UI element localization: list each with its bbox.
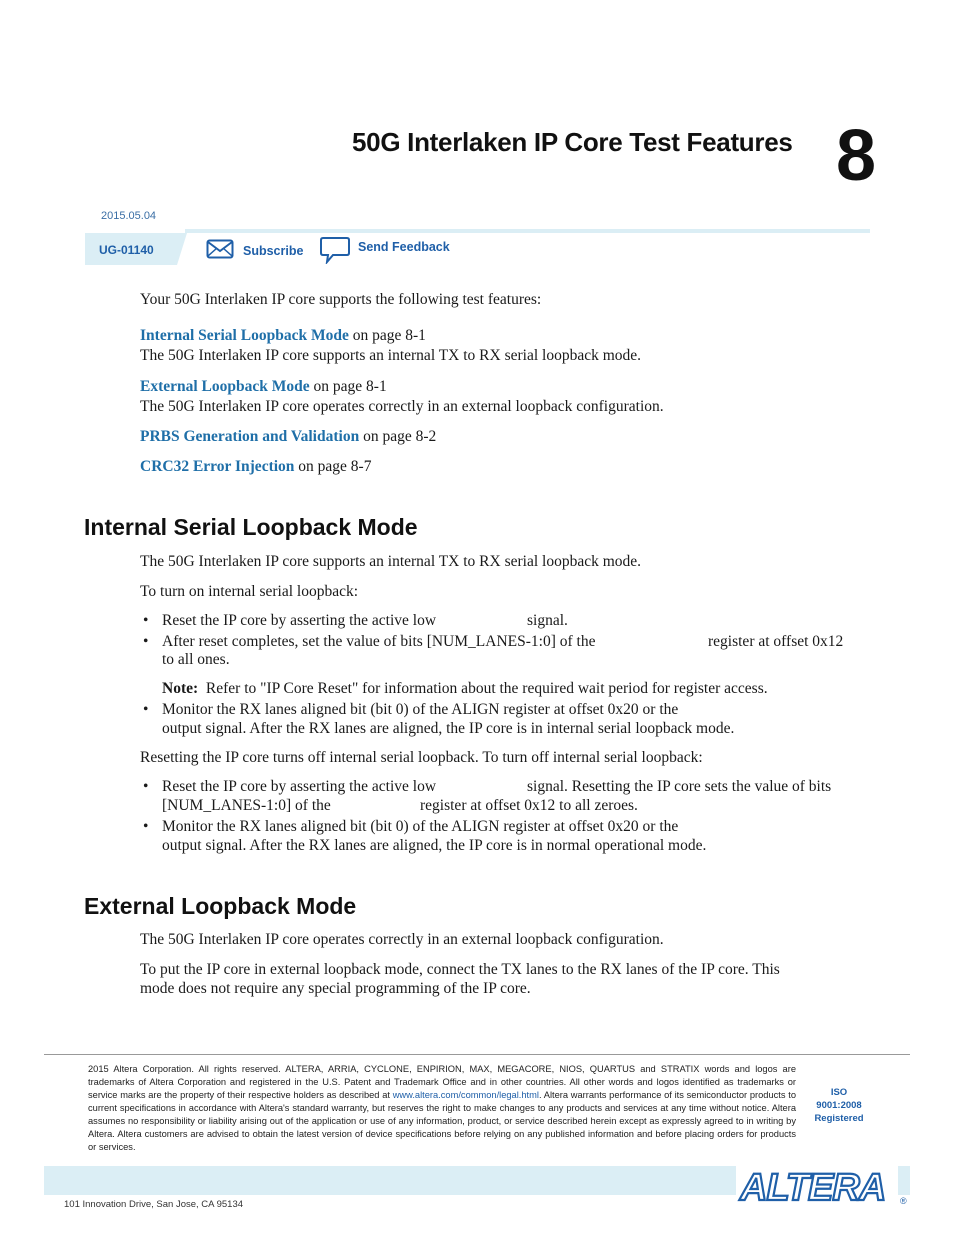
bullet-text: output signal. After the RX lanes are aligned, the IP core is in normal operational mode. xyxy=(162,837,707,854)
bullet-text: Monitor the RX lanes aligned bit (bit 0) of the ALIGN register at offset 0x20 or the xyxy=(162,818,679,835)
paragraph: To put the IP core in external loopback mode, connect the TX lanes to the RX lanes of the IP core. This xyxy=(140,961,780,978)
send-feedback-link[interactable]: Send Feedback xyxy=(358,240,450,254)
chapter-title: 50G Interlaken IP Core Test Features xyxy=(352,127,793,157)
subscribe-link[interactable]: Subscribe xyxy=(243,244,304,258)
toc-link-crc32[interactable]: CRC32 Error Injection xyxy=(140,458,295,475)
legal-text: . Altera warrants performance of its semiconductor products to current specifications in accordance with Altera's standard warranty, but reserves the right to make changes to any products and services at any time without notice. Altera assumes no responsibility or liability arising out of the application or use of any information, product, or service described herein except as expressly agreed to in writing by Altera. Altera customers are advised to obtain the latest version of device specifications before relying on any published information and before placing orders for products or services. xyxy=(88,1090,796,1152)
document-date: 2015.05.04 xyxy=(101,210,157,222)
bullet-text: After reset completes, set the value of bits [NUM_LANES-1:0] of the xyxy=(162,633,596,650)
toc-item xyxy=(140,326,426,345)
toc-link-external-loopback[interactable]: External Loopback Mode xyxy=(140,378,310,395)
chapter-number: 8 xyxy=(836,116,877,196)
toc-page: on page 8-1 xyxy=(309,378,387,395)
toc-page: on page 8-1 xyxy=(348,327,426,344)
bullet-marker: • xyxy=(143,701,149,718)
note xyxy=(162,679,768,698)
paragraph: The 50G Interlaken IP core operates correctly in an external loopback configuration. xyxy=(140,931,664,948)
bullet-text: signal. xyxy=(527,612,568,629)
altera-logo xyxy=(736,1164,908,1206)
bullet-text: register at offset 0x12 xyxy=(708,633,844,650)
bullet-text: signal. Resetting the IP core sets the value of bits xyxy=(527,778,832,795)
note-label: Note: xyxy=(162,680,199,697)
toc-item xyxy=(140,377,387,396)
bullet-text: register at offset 0x12 to all zeroes. xyxy=(420,797,638,814)
bullet-text: Reset the IP core by asserting the active low xyxy=(162,612,437,629)
iso-line: Registered xyxy=(814,1113,864,1124)
bullet-text: Reset the IP core by asserting the active low xyxy=(162,778,437,795)
legal-link[interactable]: www.altera.com/common/legal.html xyxy=(392,1090,539,1100)
bullet-marker: • xyxy=(143,778,149,795)
iso-badge xyxy=(800,1086,878,1125)
toc-description: The 50G Interlaken IP core operates correctly in an external loopback configuration. xyxy=(140,398,664,415)
legal-text: 2015 Altera Corporation. All rights reserved. ALTERA, ARRIA, CYCLONE, ENPIRION, MAX, MEGACORE, NIOS, QUARTUS and STRATIX words and logos are trademarks of Altera Corporation and registered in the U.S. Patent and Trademark Office and in other countries. All other words and logos identified as trademarks or service marks are the property of their respective holders as described at xyxy=(88,1064,796,1100)
intro-text: Your 50G Interlaken IP core supports the following test features: xyxy=(140,291,542,308)
paragraph: To turn on internal serial loopback: xyxy=(140,583,359,600)
toc-description: The 50G Interlaken IP core supports an internal TX to RX serial loopback mode. xyxy=(140,347,642,364)
doc-id: UG-01140 xyxy=(99,243,154,257)
toc-item xyxy=(140,427,436,446)
doc-id-notch xyxy=(177,233,187,265)
bullet-marker: • xyxy=(143,818,149,835)
toc-item xyxy=(140,457,371,476)
footer-divider xyxy=(44,1054,910,1055)
logo-wordmark: ALTERA xyxy=(740,1167,886,1206)
paragraph: mode does not require any special programming of the IP core. xyxy=(140,980,531,997)
bullet-text: to all ones. xyxy=(162,651,230,668)
iso-line: ISO xyxy=(830,1087,848,1098)
legal-notice xyxy=(88,1063,796,1154)
toc-link-internal-serial-loopback[interactable]: Internal Serial Loopback Mode xyxy=(140,327,349,344)
toc-page: on page 8-2 xyxy=(359,428,437,445)
bullet-marker: • xyxy=(143,633,149,650)
toc-link-prbs[interactable]: PRBS Generation and Validation xyxy=(140,428,360,445)
paragraph: Resetting the IP core turns off internal serial loopback. To turn off internal serial loopback: xyxy=(140,749,703,766)
toc-page: on page 8-7 xyxy=(294,458,372,475)
registered-mark: ® xyxy=(900,1196,907,1206)
bullet-text: output signal. After the RX lanes are aligned, the IP core is in internal serial loopback mode. xyxy=(162,720,735,737)
company-address: 101 Innovation Drive, San Jose, CA 95134 xyxy=(64,1199,244,1210)
envelope-icon[interactable] xyxy=(206,239,234,259)
bullet-text: Monitor the RX lanes aligned bit (bit 0) of the ALIGN register at offset 0x20 or the xyxy=(162,701,679,718)
bullet-text: [NUM_LANES-1:0] of the xyxy=(162,797,331,814)
note-text: Refer to "IP Core Reset" for information about the required wait period for register access. xyxy=(205,680,768,697)
section-heading-external-loopback: External Loopback Mode xyxy=(84,893,357,919)
iso-line: 9001:2008 xyxy=(816,1100,862,1111)
paragraph: The 50G Interlaken IP core supports an internal TX to RX serial loopback mode. xyxy=(140,553,642,570)
section-heading-internal-loopback: Internal Serial Loopback Mode xyxy=(84,514,418,540)
bullet-marker: • xyxy=(143,612,149,629)
header-band xyxy=(185,229,870,233)
speech-bubble-icon[interactable] xyxy=(320,236,350,264)
